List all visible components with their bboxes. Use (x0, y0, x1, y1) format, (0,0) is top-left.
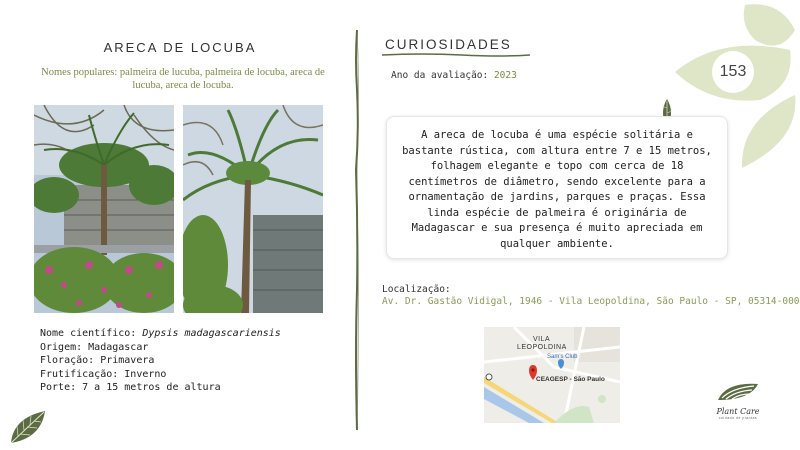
map-poi-club: Sam's Club (547, 354, 578, 360)
popular-names: Nomes populares: palmeira de lucuba, palmeira de locuba, areca de lucuba, areca de locuba. (41, 67, 325, 91)
plant-photo-1 (34, 105, 174, 313)
brand-logo (703, 380, 773, 425)
plant-facts (40, 327, 281, 395)
logo-tagline: cuidado de plantas (718, 416, 758, 420)
map-district-2: LEOPOLDINA (517, 344, 567, 351)
fruiting: Frutificação: Inverno (40, 368, 167, 380)
logo-name: Plant Care (716, 407, 760, 416)
plant-photo-2 (183, 105, 323, 313)
location-map[interactable] (484, 327, 620, 423)
curiosities-title: CURIOSIDADES (385, 37, 512, 52)
location-address[interactable]: Av. Dr. Gastão Vidigal, 1946 - Vila Leopoldina, São Paulo - SP, 05314-000 (382, 296, 800, 307)
size: Porte: 7 a 15 metros de altura (40, 382, 221, 393)
plant-title: ARECA DE LOCUBA (103, 40, 257, 55)
eval-label: Ano da avaliação: (391, 70, 494, 81)
page-divider (353, 30, 361, 430)
evaluation-year (391, 70, 517, 81)
scientific-name: Dypsis madagascariensis (142, 328, 281, 339)
map-poi-main: CEAGESP - São Paulo (536, 376, 605, 383)
eval-year: 2023 (493, 70, 517, 81)
curiosities-description: A areca de locuba é uma espécie solitária e bastante rústica, com altura entre 7 e 15 metros, folhagem elegante e topo com cerca de 18 centímetros de diâmetro, sendo excelente para a ornamentação de jardins, parques e praças. Essa linda espécie de palmeira é originária de Madagascar e sua presença é muito apreciada em qualquer ambiente. (386, 116, 728, 259)
logo-leaf-icon (716, 380, 760, 402)
leaf-icon (8, 408, 48, 446)
map-district-1: VILA (533, 336, 551, 343)
scientific-name-row (40, 327, 281, 341)
scientific-name-label: Nome científico: (40, 328, 143, 339)
page-number: 153 (719, 63, 747, 80)
origin: Origem: Madagascar (40, 341, 149, 353)
title-underline (382, 52, 530, 58)
flowering: Floração: Primavera (40, 355, 155, 366)
location-label: Localização: (382, 284, 451, 295)
